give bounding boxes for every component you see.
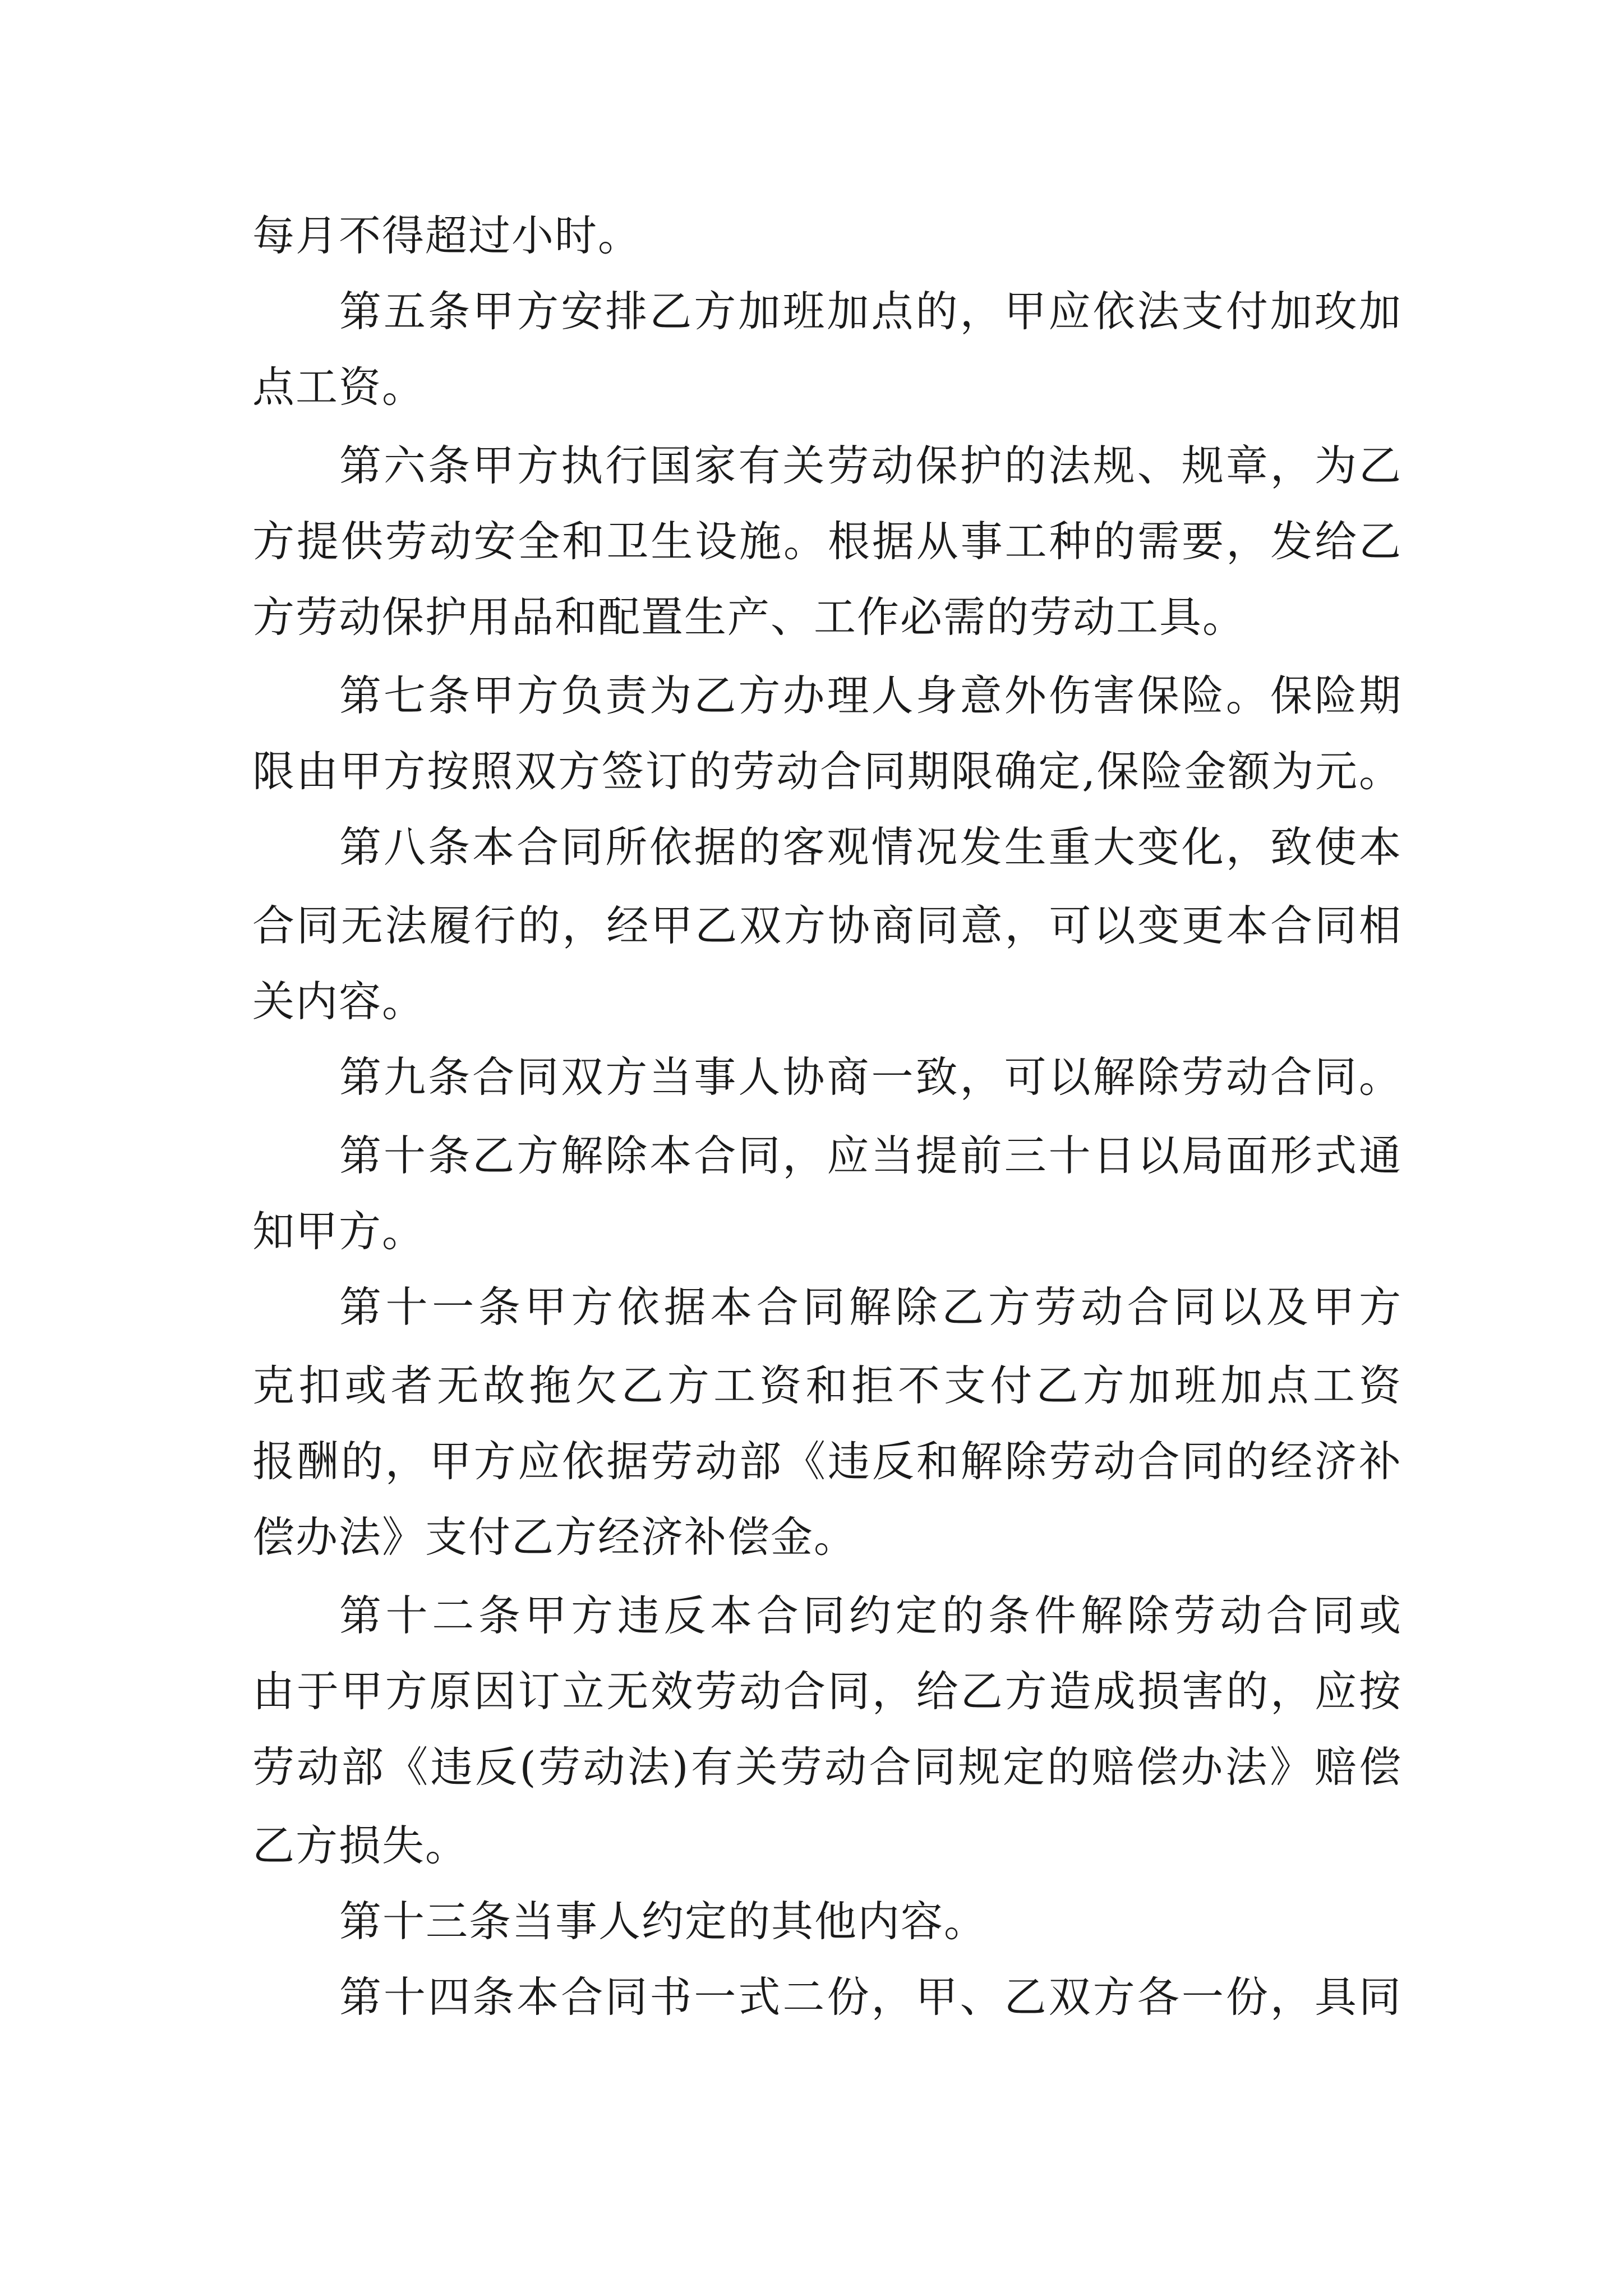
text-line: 方提供劳动安全和卫生设施。根据从事工种的需要，发给乙 <box>252 517 1402 566</box>
text-line: 每月不得超过小时。 <box>252 211 642 260</box>
text-line: 第十条乙方解除本合同，应当提前三十日以局面形式通 <box>339 1131 1402 1180</box>
text-line: 偿办法》支付乙方经济补偿金。 <box>252 1512 857 1562</box>
text-line: 限由甲方按照双方签订的劳动合同期限确定,保险金额为元。 <box>252 747 1402 796</box>
text-line: 第九条合同双方当事人协商一致，可以解除劳动合同。 <box>339 1052 1402 1102</box>
text-line: 第十一条甲方依据本合同解除乙方劳动合同以及甲方 <box>339 1282 1402 1332</box>
text-line: 方劳动保护用品和配置生产、工作必需的劳动工具。 <box>252 592 1246 642</box>
text-line: 由于甲方原因订立无效劳动合同，给乙方造成损害的，应按 <box>252 1667 1402 1716</box>
text-line: 第十四条本合同书一式二份，甲、乙双方各一份，具同 <box>339 1972 1402 2022</box>
text-line: 报酬的，甲方应依据劳动部《违反和解除劳动合同的经济补 <box>252 1437 1402 1486</box>
text-line: 点工资。 <box>252 362 426 412</box>
text-line: 乙方损失。 <box>252 1821 469 1870</box>
text-line: 克扣或者无故拖欠乙方工资和拒不支付乙方加班加点工资 <box>252 1361 1402 1410</box>
text-line: 第十二条甲方违反本合同约定的条件解除劳动合同或 <box>339 1591 1402 1640</box>
text-line: 关内容。 <box>252 977 426 1026</box>
text-line: 知甲方。 <box>252 1207 426 1256</box>
text-line: 第十三条当事人约定的其他内容。 <box>339 1897 988 1946</box>
text-line: 第七条甲方负责为乙方办理人身意外伤害保险。保险期 <box>339 671 1402 720</box>
text-line: 劳动部《违反(劳动法)有关劳动合同规定的赔偿办法》赔偿 <box>252 1742 1402 1792</box>
text-line: 第五条甲方安排乙方加班加点的，甲应依法支付加玫加 <box>339 287 1402 336</box>
text-line: 第八条本合同所依据的客观情况发生重大变化，致使本 <box>339 822 1402 872</box>
text-line: 第六条甲方执行国家有关劳动保护的法规、规章，为乙 <box>339 441 1402 490</box>
text-line: 合同无法履行的，经甲乙双方协商同意，可以变更本合同相 <box>252 901 1402 950</box>
